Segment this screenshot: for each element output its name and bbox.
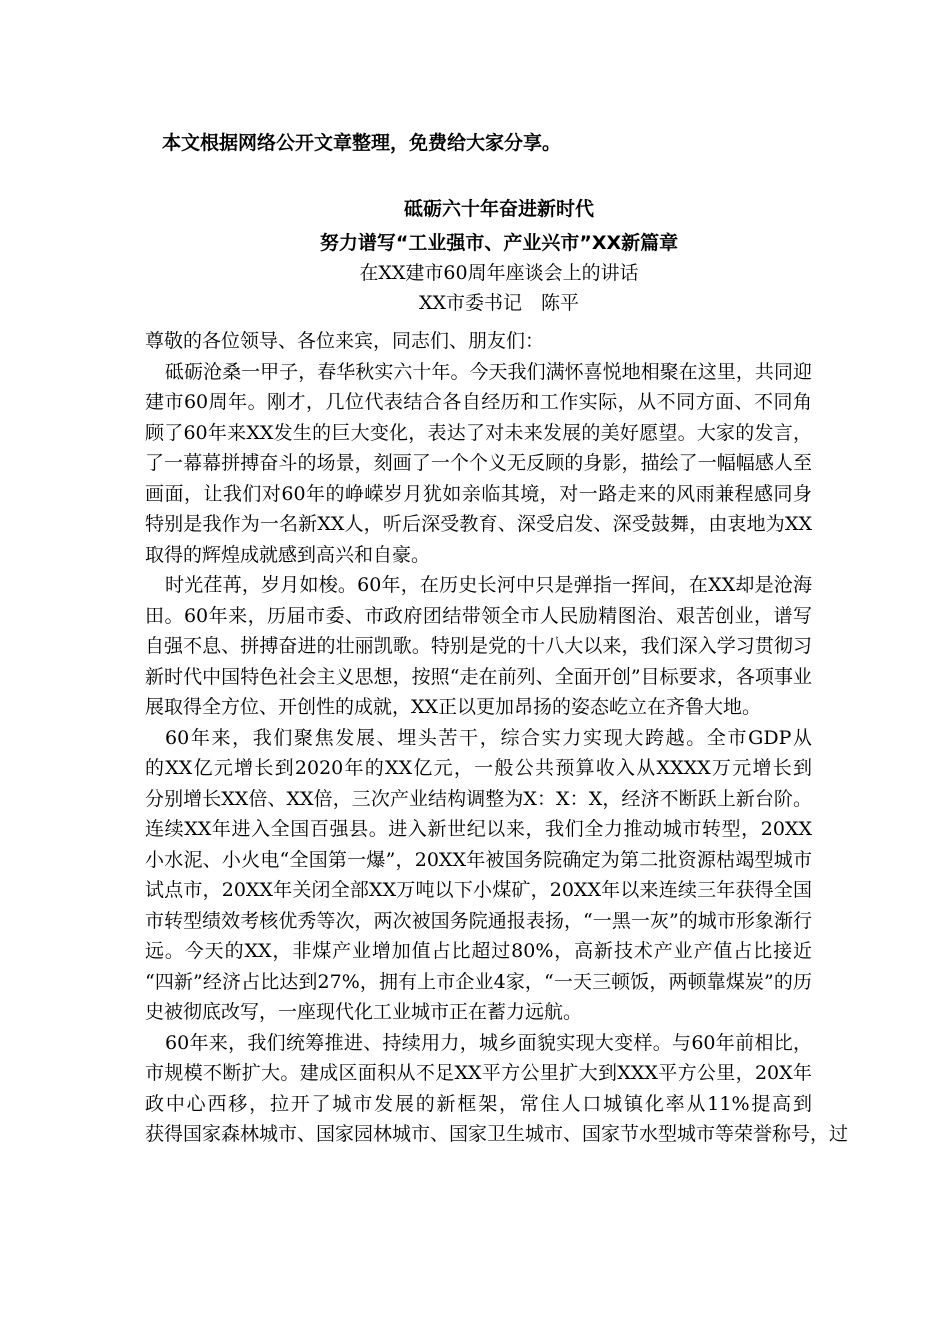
paragraph-line: 取得的辉煌成就感到高兴和自豪。 <box>145 543 431 566</box>
paragraph-line: 特别是我作为一名新XX人，听后深受教育、深受启发、深受鼓舞，由衷地为XX <box>145 513 812 535</box>
paragraph-line: 60年来，我们聚焦发展、埋头苦干，综合实力实现大跨越。全市GDP从 <box>165 726 812 749</box>
paragraph-line: 自强不息、拼搏奋进的壮丽凯歌。特别是党的十八大以来，我们深入学习贯彻习 <box>145 635 812 657</box>
share-note: 本文根据网络公开文章整理，免费给大家分享。 <box>162 132 562 154</box>
paragraph-line: 顾了60年来XX发生的巨大变化，表达了对未来发展的美好愿望。大家的发言， <box>145 421 812 444</box>
paragraph-line: 远。今天的XX，非煤产业增加值占比超过80%，高新技术产业产值占比接近 <box>145 940 812 962</box>
paragraph-line: 展取得全方位、开创性的成就，XX正以更加昂扬的姿态屹立在齐鲁大地。 <box>145 696 762 718</box>
document-body <box>145 326 849 1150</box>
paragraph <box>145 1028 849 1150</box>
paragraph-line: 画面，让我们对60年的峥嵘岁月犹如亲临其境，对一路走来的风雨兼程感同身 <box>145 482 812 505</box>
paragraph-line: 连续XX年进入全国百强县。进入新世纪以来，我们全力推动城市转型，20XX <box>145 818 812 840</box>
title-line-2: 努力谱写“工业强市、产业兴市”XX新篇章 <box>319 232 679 254</box>
paragraph <box>145 723 812 1028</box>
paragraph-line: 政中心西移，拉开了城市发展的新框架，常住人口城镇化率从11%提高到 <box>145 1092 812 1115</box>
paragraph-line: 小水泥、小火电“全国第一爆”，20XX年被国务院确定为第二批资源枯竭型城市 <box>145 848 812 871</box>
paragraph-line: 60年来，我们统筹推进、持续用力，城乡面貌实现大变样。与60年前相比， <box>165 1031 812 1054</box>
paragraph-line: 市转型绩效考核优秀等次，两次被国务院通报表扬，“一黑一灰”的城市形象渐行 <box>145 909 812 932</box>
paragraph-line: 时光荏苒，岁月如梭。60年，在历史长河中只是弹指一挥间，在XX却是沧海 <box>165 574 812 596</box>
paragraph-line: 砥砺沧桑一甲子，春华秋实六十年。今天我们满怀喜悦地相聚在这里，共同迎 <box>165 360 812 383</box>
title-line-1: 砥砺六十年奋进新时代 <box>403 198 594 220</box>
paragraph-line: 史被彻底改写，一座现代化工业城市正在蓄力远航。 <box>145 1001 583 1023</box>
salutation: 尊敬的各位领导、各位来宾，同志们、朋友们： <box>145 330 545 352</box>
paragraph-line: 市规模不断扩大。建成区面积从不足XX平方公里扩大到XXX平方公里，20X年 <box>145 1062 812 1084</box>
paragraph-line: 了一幕幕拼搏奋斗的场景，刻画了一个个义无反顾的身影，描绘了一幅幅感人至 <box>145 452 812 474</box>
paragraph-line: “四新”经济占比达到27%，拥有上市企业4家，“一天三顿饭，两顿靠煤炭”的历 <box>145 970 812 993</box>
paragraph <box>145 357 812 571</box>
paragraph-line: 的XX亿元增长到2020年的XX亿元，一般公共预算收入从XXXX万元增长到 <box>145 757 812 779</box>
paragraph-line: 获得国家森林城市、国家园林城市、国家卫生城市、国家节水型城市等荣誉称号，过 <box>145 1123 849 1145</box>
paragraph-line: 分别增长XX倍、XX倍，三次产业结构调整为X：X：X，经济不断跃上新台阶。 <box>145 787 812 810</box>
paragraph <box>145 570 812 723</box>
paragraph-line: 新时代中国特色社会主义思想，按照“走在前列、全面开创”目标要求，各项事业 <box>145 665 812 688</box>
author: XX市委书记 陈平 <box>418 292 580 314</box>
subtitle: 在XX建市60周年座谈会上的讲话 <box>359 262 639 284</box>
paragraph-line: 田。60年来，历届市委、市政府团结带领全市人民励精图治、艰苦创业，谱写 <box>145 604 812 627</box>
paragraph-line: 试点市，20XX年关闭全部XX万吨以下小煤矿，20XX年以来连续三年获得全国 <box>145 879 812 901</box>
paragraph-line: 建市60周年。刚才，几位代表结合各自经历和工作实际，从不同方面、不同角 <box>145 391 812 413</box>
